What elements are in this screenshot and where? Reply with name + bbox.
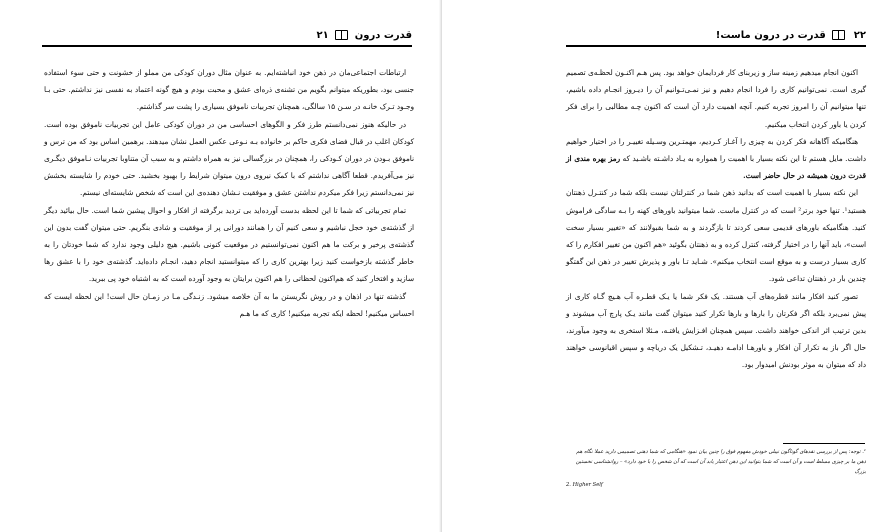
paragraph: ارتباطات اجتماعی‌مان در ذهن خود انباشته‌ایم. به عنوان مثال دوران کودکی من مملو از خشونت و حتی سوء استفاده جنسی بود، بطوریکه میتوانم بگویم من تشنه‌ی ذره‌ای عشق و محبت بودم و هیچ گونه اعتماد به نفسی نیز نداشتم. حتی بـا وجـود تـرک خانـه در سـن ۱۵ سالگی، همچنان تجربیات ناموفق بسیاری را پشت سر گذاشتم. (44, 68, 414, 112)
left-page-header (42, 26, 412, 44)
left-page-number: ۲۱ (316, 29, 329, 41)
right-page-body (566, 64, 866, 374)
paragraph-text: هنگامیکه آگاهانه فکر کردن به چیزی را آغـاز کـردیم، مهمتـرین وسـیله تغییـر را در اختیار خواهیم داشت. مایل هستم تا این نکته بسیار با اهمیت را همواره به یـاد داشـته باشـید که (566, 136, 867, 164)
footnote-2: 2. Higher Self (566, 482, 603, 488)
paragraph: گذشته تنها در اذهان و در روش نگریستن ما به آن خلاصه میشود. زنـدگی مـا در زمـان حال است! این لحظه ایست که احساس میکنیم! لحظه ایکه تجربه میکنیم! کاری که ما هـم (44, 291, 414, 318)
emphasis-text: رمز بهره مندی از قدرت درون همیشه در حال حاضر است. (566, 154, 866, 181)
paragraph-text: این نکته بسیار با اهمیت است که بدانید ذهن شما در کنترلتان نیست بلکه شما در کنتـرل ذهنتان هستید¹. تنها خود برتر² است که در کنترل ماست. شما میتوانید باورهای کهنه را بـه سادگی فراموش کنید. هنگامیکه باورهای قدیمی سعی کردند تا بازگردند و به شما بقبولانند که «تغییر بسیار سخت است»، باید آنها را در اختیار گرفته، کنترل کرده و به ذهنتان بگوئید «هم اکنون من تغییر افکارم را که کاری بسیار درست و به موقع است انتخاب میکنم». شـاید تـا باور و پذیرش تغییر در ذهن این گفتگو چندین بار در ذهنتان تداعی شود. (566, 188, 866, 284)
footnote-rule (783, 443, 865, 444)
footnote-1: ¹. توجه: پس از بررسی نقدهای گوناگون نیبلی خودش مفهوم فوق را چنین بیان نمود «هنگامی که شما ذهنی تصمیمی دارید عملا نگاه هم ذهن ما بر چیزی مسلط است و آن است که شما بتوانید این ذهن اعتبار یابد آن است ‌‌که آن شخص را با خود دارد» – روانشناسی نخستین بزرگ (575, 449, 866, 475)
paragraph (566, 133, 866, 185)
right-page-number: ۲۲ (853, 29, 866, 41)
paragraph: تمام تجربیاتی که شما تا این لحظه بدست آورده‌اید بی تردید برگرفته از افکار و احوال پیشین شما است. حال بیائید دیگر از گذشته‌ی خود خجل نباشیم و سعی کنیم آن را همانند دورانی پر از موفقیت و شادی بنگریم. حتی میتوان گفت بدون این گذشته‌ی پرخیر و برکت ما هم اکنون نمی‌توانستیم در موقعیت کنونی باشیم. هیچ دلیلی وجود ندارد که شما خودتان را به خاطر گذشته بازخواست کنید زیرا بهترین کاری را که میتوانستید انجام دهید، انجـام داده‌اید. گذشته‌ی خود را با عشق رها سازید و افتخار کنید که هم‌اکنون لحظاتی را هم اکنون برایتان به وجود آورده است که به اشتباه خود پی ببرید. (44, 205, 414, 284)
right-page-header (566, 26, 866, 44)
left-header-title-group (315, 30, 412, 41)
left-header-title: قدرت درون (354, 29, 412, 41)
book-icon (335, 30, 348, 40)
left-page-body (44, 64, 414, 322)
right-page (442, 0, 884, 532)
paragraph-text: اکنون انجام میدهیم زمینه ساز و زیربنای کار فردایمان خواهد بود. پس هـم اکنـون لحظـه‌ی تصمیم گیری است. نمی‌توانیم کاری را فردا انجام دهیم و نیز نمـی‌تـوانیم آن را دیـروز انجـام داده باشیم، تنها میتوانیم آن را امروز تجربه کنیم. آنچه اهمیت دارد آن است که اکنون چـه مطالبی را برای فکر کردن یا باور کردن انتخاب میکنیم. (566, 68, 866, 129)
paragraph (566, 184, 866, 287)
right-header-title-group (716, 30, 866, 41)
paragraph (566, 288, 866, 374)
footnotes (566, 447, 866, 490)
paragraph-text: تصور کنید افکار مانند قطره‌های آب هستند. یک فکر شما یا یـک قطـره آب هـیچ گـاه کاری از پیش نمی‌برد بلکه اگر فکرتان را بارها و بارها تکرار کنید میتوان گفت مانند یـک پارچ آب میشوند و بدین ترتیب اثر اندکی خواهند داشت. سپس همچنان افـزایش یافتـه، مـثلا استخری به وجود میآورند، حال اگر باز به تکرار آن افکار و باورهـا ادامـه دهیـد، تـشکیل یک دریاچه و سپس اقیانوسی خواهند داد که میتوان به موثر بودنش امیدوار بود. (566, 291, 866, 370)
book-icon (832, 30, 845, 40)
paragraph: در حالیکه هنوز نمی‌دانستم طرز فکر و الگوهای احساسی من در دوران کودکی عامل این تجربیات ناموفق بوده است. کودکان اغلب در قبال فضای فکری حاکم بر خانواده بـه نـوعی عکس العمل نشان میدهند. برهمین اساس بود که من ترس و ناموفق بـودن در دوران کـودکی را، همچنان در بزرگسالی نیز به همراه داشتم و به سبب آن متناوبا تجربیات نـاموفق دیگـری نیز می‌آفریدم. قطعا آگاهی نداشتم که با کمک نیروی درون میتوان شرایط را بهبود بخشید. حتی خودم را شایسته بخشش نیز نمی‌دانستم زیرا فکر میکردم نداشتن عشق و موفقیت نـشان دهنده‌ی این است که شخص شایسته‌ای نیستم. (44, 119, 414, 198)
paragraph (566, 64, 866, 133)
right-header-rule (566, 45, 866, 47)
right-header-title: قدرت در درون ماست! (715, 29, 826, 41)
left-header-rule (42, 45, 412, 47)
